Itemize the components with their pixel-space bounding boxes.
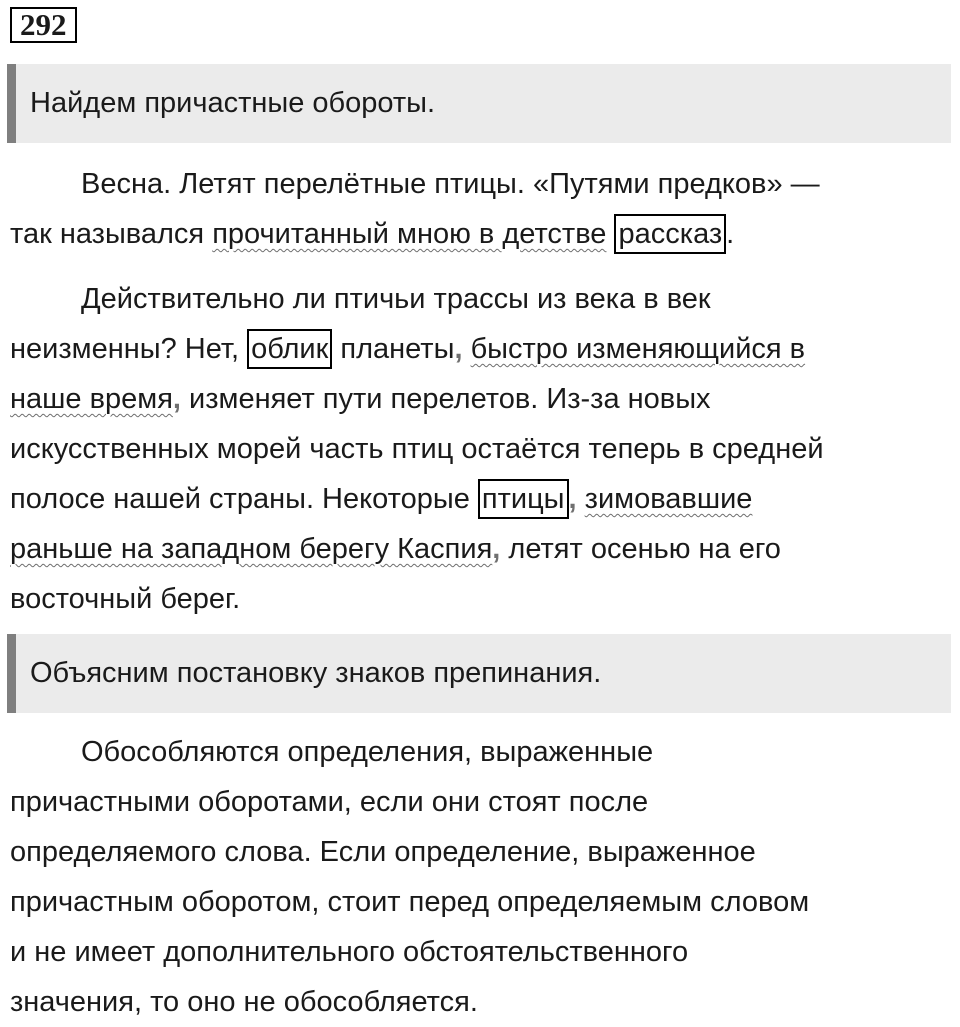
highlighted-comma: , <box>172 383 181 415</box>
text-line: и не имеет дополнительного обстоятельственного <box>10 936 689 968</box>
passage-paragraph-2 <box>10 274 955 624</box>
text-line: искусственных морей часть птиц остаётся теперь в средней <box>10 433 824 465</box>
section-heading-participial-phrases <box>7 64 951 143</box>
participial-phrase: наше время <box>10 383 173 415</box>
text-fragment: полосе нашей страны. Некоторые <box>10 483 478 515</box>
text-fragment: . <box>726 218 735 250</box>
text-line: Обособляются определения, выраженные <box>81 736 654 768</box>
highlighted-comma: , <box>454 333 463 365</box>
text-line: причастным оборотом, стоит перед определяемым словом <box>10 886 810 918</box>
text-fragment <box>463 333 471 365</box>
participial-phrase: быстро изменяющийся в <box>470 333 806 365</box>
section-heading-punctuation <box>7 634 951 713</box>
text-fragment: изменяет пути перелетов. Из-за новых <box>180 383 711 415</box>
participial-phrase: раньше на западном берегу Каспия <box>10 533 493 565</box>
explanation-paragraph <box>10 727 955 1027</box>
highlighted-comma: , <box>492 533 501 565</box>
text-line: причастными оборотами, если они стоят после <box>10 786 649 818</box>
heading-text: Объясним постановку знаков препинания. <box>30 657 602 689</box>
participial-phrase: прочитанный мною в детстве <box>212 218 607 250</box>
text-line <box>10 374 955 424</box>
text-fragment <box>577 483 585 515</box>
highlighted-comma: , <box>568 483 577 515</box>
text-line: значения, то оно не обособляется. <box>10 986 478 1018</box>
text-line: Действительно ли птичьи трассы из века в век <box>81 283 711 315</box>
text-fragment: летят осенью на его <box>500 533 781 565</box>
text-fragment: неизменны? Нет, <box>10 333 248 365</box>
defined-noun-box: рассказ <box>614 214 726 254</box>
heading-text: Найдем причастные обороты. <box>30 87 436 119</box>
text-line <box>10 474 955 524</box>
text-line: определяемого слова. Если определение, выраженное <box>10 836 756 868</box>
defined-noun-box: облик <box>247 329 332 369</box>
text-line <box>10 524 955 574</box>
text-line: Весна. Летят перелётные птицы. «Путями предков» — <box>81 168 820 200</box>
defined-noun-box: птицы <box>478 479 569 519</box>
text-fragment: планеты <box>332 333 455 365</box>
passage-paragraph-1 <box>10 159 955 259</box>
text-line <box>10 209 955 259</box>
text-line <box>10 324 955 374</box>
text-fragment: так назывался <box>10 218 213 250</box>
participial-phrase: зимовавшие <box>584 483 753 515</box>
text-fragment <box>606 218 614 250</box>
text-line: восточный берег. <box>10 583 241 615</box>
task-number: 292 <box>10 7 77 43</box>
